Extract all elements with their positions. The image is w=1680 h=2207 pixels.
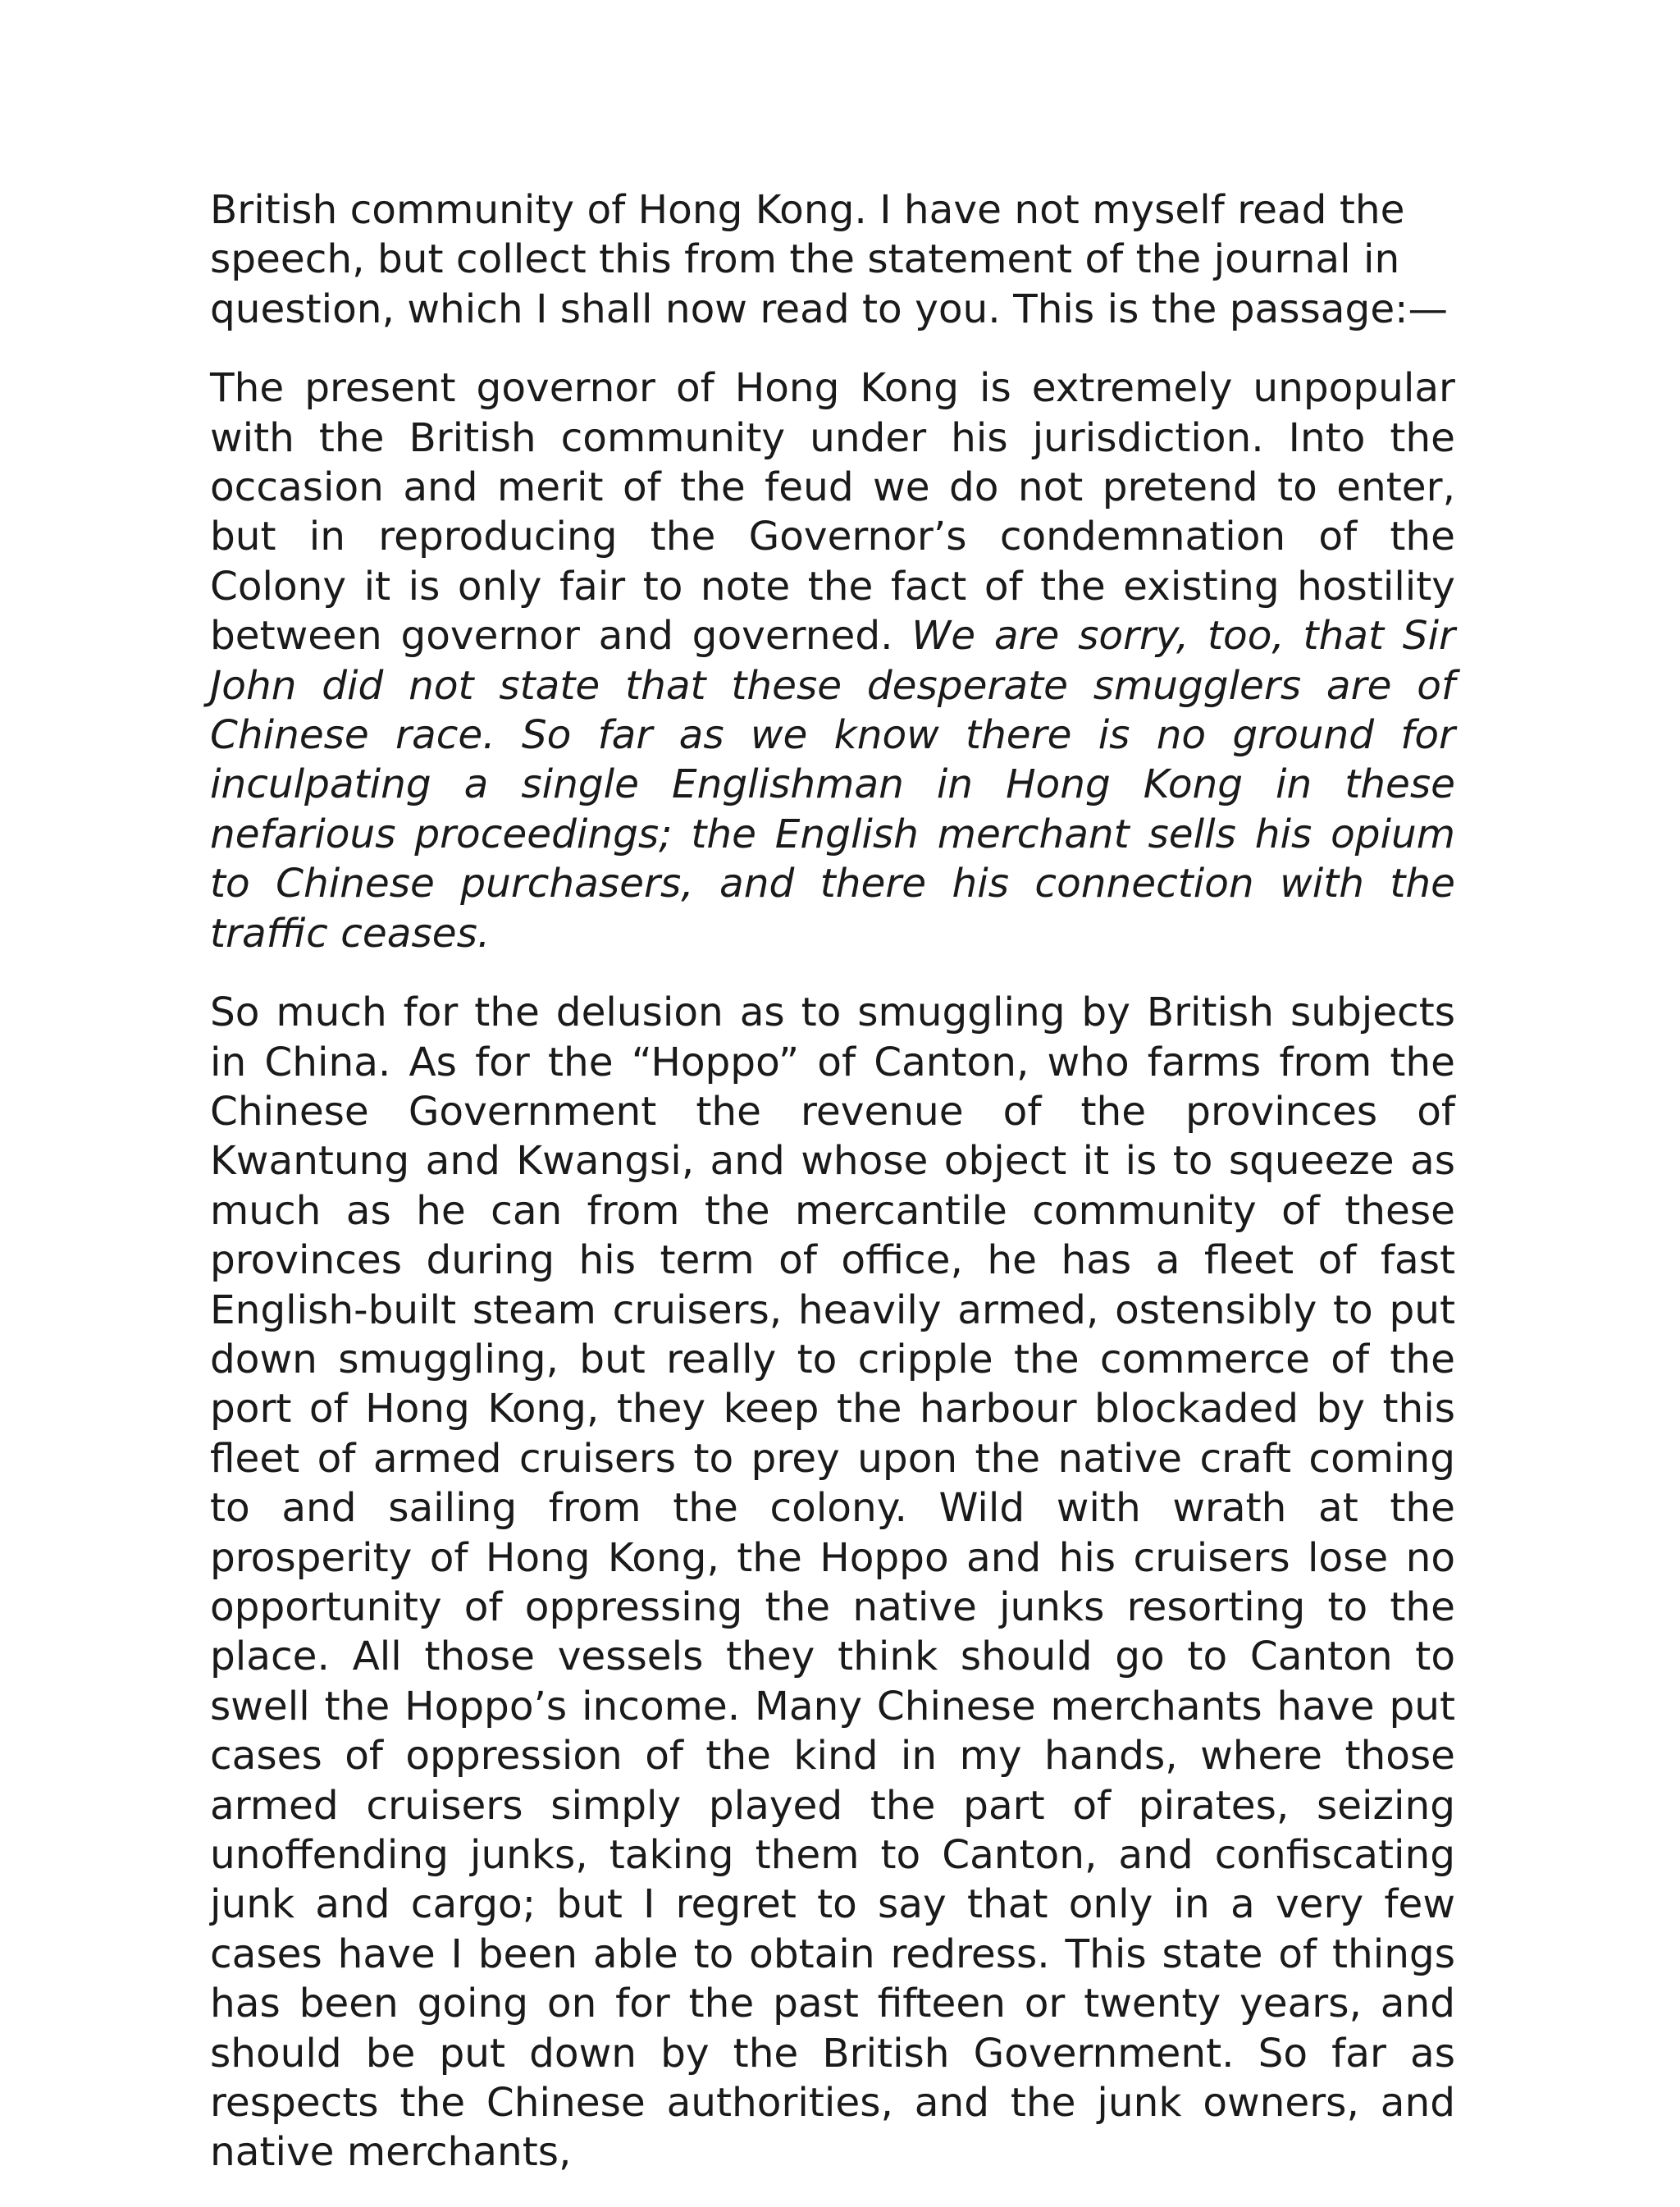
document-page [210,185,1455,2207]
paragraph-intro: British community of Hong Kong. I have not myself read the speech, but collect this from the statement of the journal in question, which I shall now read to you. This is the passage:— [210,187,1448,332]
paragraph-hoppo: So much for the delusion as to smuggling by British subjects in China. As for the “Hoppo” of Canton, who farms from the Chinese Government the revenue of the provinces of Kwantung and Kwangsi, and whose object it is to squeeze as much as he can from the mercantile community of these provinces during his term of office, he has a fleet of fast English-built steam cruisers, heavily armed, ostensibly to put down smuggling, but really to cripple the commerce of the port of Hong Kong, they keep the harbour blockaded by this fleet of armed cruisers to prey upon the native craft coming to and sailing from the colony. Wild with wrath at the prosperity of Hong Kong, the Hoppo and his cruisers lose no opportunity of oppressing the native junks resorting to the place. All those vessels they think should go to Canton to swell the Hoppo’s income. Many Chinese merchants have put cases of oppression of the kind in my hands, where those armed cruisers simply played the part of pirates, seizing unoffending junks, taking them to Canton, and confiscating junk and cargo; but I regret to say that only in a very few cases have I been able to obtain redress. This state of things has been going on for the past fifteen or twenty years, and should be put down by the British Government. So far as respects the Chinese authorities, and the junk owners, and native merchants, [210,989,1455,2176]
paragraph-quoted-passage [210,363,1455,958]
quoted-passage-regular-text: The present governor of Hong Kong is extremely unpopular with the British community under his jurisdiction. Into the occasion and merit of the feud we do not pretend to enter, but in reproducing the Governor’s condemnation of the Colony it is only fair to note the fact of the existing hostility between governor and governed. [210,365,1455,660]
quoted-passage-italic-text: We are sorry, too, that Sir John did not state that these desperate smugglers are of Chinese race. So far as we know there is no ground for inculpating a single Englishman in Hong Kong in these nefarious proceedings; the English merchant sells his opium to Chinese purchasers, and there his connection with the traffic ceases. [210,613,1455,957]
